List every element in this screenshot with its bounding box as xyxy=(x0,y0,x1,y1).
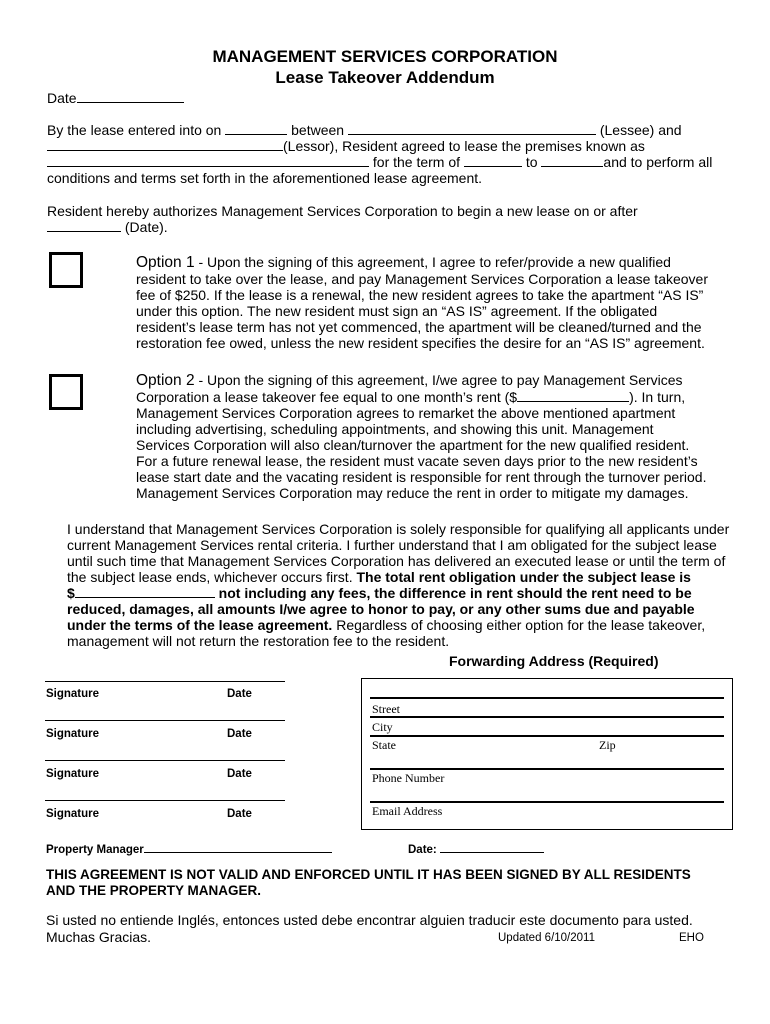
term-from-blank[interactable] xyxy=(464,154,522,167)
signature-date-label: Date xyxy=(227,728,252,740)
signature-line-1[interactable] xyxy=(45,681,285,682)
option-1-line: under this option. The new resident must sign an “AS IS” agreement. If the obligated xyxy=(136,303,658,319)
option-2-line: Corporation a lease takeover fee equal to one month’s rent ($ xyxy=(136,389,518,405)
option-2-line: Management Services Corporation agrees to remarket the above mentioned apartment xyxy=(136,405,676,421)
option-1-line: - Upon the signing of this agreement, I agree to refer/provide a new qualified xyxy=(194,254,671,270)
understanding-line: I understand that Management Services Corporation is solely responsible for qualifying all applicants under xyxy=(67,521,730,537)
option-2-line: Services Corporation will also clean/turnover the apartment for the new qualified resident. xyxy=(136,437,690,453)
property-manager-date-label: Date: xyxy=(408,844,437,856)
option-1-checkbox[interactable] xyxy=(49,252,83,288)
state-zip-line[interactable] xyxy=(370,735,724,737)
signature-line-3[interactable] xyxy=(45,760,285,761)
lessee-blank[interactable] xyxy=(348,122,596,135)
zip-label: Zip xyxy=(599,738,616,752)
street-label: Street xyxy=(372,702,400,716)
option-1-text xyxy=(136,254,708,351)
signature-date-label: Date xyxy=(227,808,252,820)
option-2-label: Option 2 xyxy=(136,372,195,389)
email-label: Email Address xyxy=(372,804,443,818)
dollar-sign: $ xyxy=(67,585,75,601)
validity-notice-line-2: AND THE PROPERTY MANAGER. xyxy=(46,883,262,898)
property-manager-signature-line[interactable] xyxy=(144,842,332,853)
understanding-line: until such time that Management Services Corporation has delivered an executed lease or until the term of xyxy=(67,553,726,569)
date-field-row xyxy=(47,90,184,106)
perform-text: and to perform all xyxy=(603,154,713,170)
spanish-notice-line-2: Muchas Gracias. xyxy=(46,929,152,945)
form-title: Lease Takeover Addendum xyxy=(275,68,495,87)
lease-intro-line-1 xyxy=(47,122,682,138)
property-manager-row xyxy=(46,842,332,856)
understanding-paragraph xyxy=(67,521,729,649)
authorization-line-2 xyxy=(47,219,168,235)
eho-mark: EHO xyxy=(679,932,704,944)
premises-blank[interactable] xyxy=(47,154,369,167)
term-to-blank[interactable] xyxy=(541,154,603,167)
authorization-line-1: Resident hereby authorizes Management Services Corporation to begin a new lease on or after xyxy=(47,203,638,219)
to-text: to xyxy=(525,154,538,170)
option-1-line: fee of $250. If the lease is a renewal, the new resident agrees to take the apartment “AS IS” xyxy=(136,287,704,303)
lessor-blank[interactable] xyxy=(47,138,283,151)
company-name: MANAGEMENT SERVICES CORPORATION xyxy=(212,47,558,66)
email-line[interactable] xyxy=(370,801,724,803)
signature-date-label: Date xyxy=(227,688,252,700)
rent-obligation-text: The total rent obligation under the subject lease is xyxy=(356,569,691,585)
phone-line[interactable] xyxy=(370,768,724,770)
spanish-notice-line-1: Si usted no entiende Inglés, entonces usted debe encontrar alguien traducir este documento para usted. xyxy=(46,912,693,928)
signature-date-label: Date xyxy=(227,768,252,780)
one-month-rent-blank[interactable] xyxy=(517,389,629,402)
option-1-line: resident’s lease term has not yet commenced, the apartment will be cleaned/turned and the xyxy=(136,319,702,335)
signature-label: Signature xyxy=(46,768,100,780)
updated-date: Updated 6/10/2011 xyxy=(498,932,595,944)
property-manager-date-row xyxy=(408,842,544,856)
understanding-line: management will not return the restoration fee to the resident. xyxy=(67,633,450,649)
forwarding-address-box xyxy=(361,678,733,830)
signature-label: Signature xyxy=(46,728,100,740)
date-input-line[interactable] xyxy=(77,90,184,103)
option-2-text xyxy=(136,372,707,501)
lease-intro-line-4: conditions and terms set forth in the aforementioned lease agreement. xyxy=(47,170,483,186)
option-2-checkbox[interactable] xyxy=(49,374,83,410)
option-1-label: Option 1 xyxy=(136,254,195,271)
lease-intro-line-2 xyxy=(47,138,645,154)
signature-label: Signature xyxy=(46,688,100,700)
lessor-label: (Lessor), Resident agreed to lease the premises known as xyxy=(283,138,645,154)
option-1-line: resident to take over the lease, and pay Management Services Corporation a lease takeover xyxy=(136,271,708,287)
term-label: for the term of xyxy=(372,154,461,170)
signature-line-4[interactable] xyxy=(45,800,285,801)
understanding-line: current Management Services rental criteria. I further understand that I am obligated for the subject lease xyxy=(67,537,717,553)
option-1-line: restoration fee owed, unless the new resident specifies the desire for an “AS IS” agreement. xyxy=(136,335,705,351)
city-line[interactable] xyxy=(370,716,724,718)
option-2-line: including advertising, scheduling appointments, and showing this unit. Management xyxy=(136,421,654,437)
forwarding-address-title: Forwarding Address (Required) xyxy=(449,653,659,669)
date-label: Date xyxy=(47,90,77,106)
signature-line-2[interactable] xyxy=(45,720,285,721)
rent-obligation-text: reduced, damages, all amounts I/we agree to honor to pay, or any other sums due and payable xyxy=(67,601,695,617)
state-label: State xyxy=(372,738,396,752)
understanding-line: Regardless of choosing either option for the lease takeover, xyxy=(332,617,706,633)
between-text: between xyxy=(291,122,345,138)
understanding-line: the subject lease ends, whichever occurs first. xyxy=(67,569,357,585)
lessee-label: (Lessee) and xyxy=(599,122,682,138)
lease-date-blank[interactable] xyxy=(225,122,287,135)
option-2-line: ). In turn, xyxy=(629,389,686,405)
new-lease-date-blank[interactable] xyxy=(47,219,121,232)
rent-obligation-text: not including any fees, the difference in rent should the rent need to be xyxy=(214,585,692,601)
lease-intro-text: By the lease entered into on xyxy=(47,122,222,138)
rent-obligation-text: under the terms of the lease agreement. xyxy=(67,617,333,633)
option-2-line: Management Services Corporation may reduce the rent in order to mitigate my damages. xyxy=(136,485,689,501)
signature-label: Signature xyxy=(46,808,100,820)
street-line[interactable] xyxy=(370,697,724,699)
phone-label: Phone Number xyxy=(372,771,445,785)
validity-notice-line-1: THIS AGREEMENT IS NOT VALID AND ENFORCED UNTIL IT HAS BEEN SIGNED BY ALL RESIDENTS xyxy=(46,867,691,882)
total-rent-obligation-blank[interactable] xyxy=(75,585,215,598)
option-2-line: lease start date and the vacating resident is responsible for rent through the turnover period. xyxy=(136,469,707,485)
city-label: City xyxy=(372,720,393,734)
option-2-line: - Upon the signing of this agreement, I/we agree to pay Management Services xyxy=(194,372,683,388)
lease-intro-line-3 xyxy=(47,154,712,170)
property-manager-date-line[interactable] xyxy=(440,842,544,853)
authorization-date-label: (Date). xyxy=(124,219,168,235)
option-2-line: For a future renewal lease, the resident must vacate seven days prior to the new resident’s xyxy=(136,453,698,469)
property-manager-label: Property Manager xyxy=(46,844,144,856)
